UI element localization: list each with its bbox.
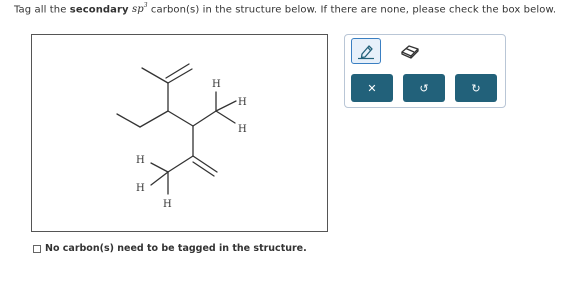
prompt-text-start: Tag all the (14, 4, 70, 16)
hydrogen-label: H (136, 183, 145, 194)
c-h-bond (216, 101, 236, 111)
pencil-icon (356, 42, 376, 60)
hydrogen-label: H (136, 155, 145, 166)
hydrogen-label: H (163, 199, 172, 210)
clear-button[interactable]: ✕ (351, 74, 393, 102)
bond (140, 111, 168, 127)
no-carbons-checkbox[interactable] (33, 245, 41, 253)
question-prompt (14, 3, 556, 15)
bond (193, 111, 216, 126)
redo-button[interactable]: ↻ (455, 74, 497, 102)
molecule-structure[interactable] (32, 35, 329, 233)
prompt-bold-term: secondary (69, 4, 129, 16)
c-h-bond (151, 172, 168, 185)
bond (168, 156, 193, 172)
no-carbons-option[interactable] (33, 243, 307, 254)
bond (168, 111, 193, 126)
tag-tool-button[interactable] (351, 38, 381, 64)
structure-canvas[interactable] (31, 34, 328, 232)
hydrogen-label: H (238, 124, 247, 135)
c-h-bond (216, 111, 235, 123)
undo-button[interactable]: ↺ (403, 74, 445, 102)
prompt-text-end: carbon(s) in the structure below. If there are none, please check the box below. (147, 4, 557, 16)
hybridization-label: $sp^3$ (131, 2, 148, 16)
no-carbons-label: No carbon(s) need to be tagged in the structure. (45, 243, 307, 254)
hydrogen-label: H (212, 79, 221, 90)
hydrogen-label: H (238, 97, 247, 108)
c-h-bond (151, 163, 168, 172)
tool-panel (344, 34, 506, 108)
bond (117, 114, 140, 127)
eraser-icon (399, 43, 421, 59)
double-bond-line (166, 64, 189, 78)
erase-tool-button[interactable] (395, 38, 425, 64)
bond (142, 68, 168, 83)
double-bond-line (168, 69, 192, 83)
double-bond-line (193, 162, 214, 176)
